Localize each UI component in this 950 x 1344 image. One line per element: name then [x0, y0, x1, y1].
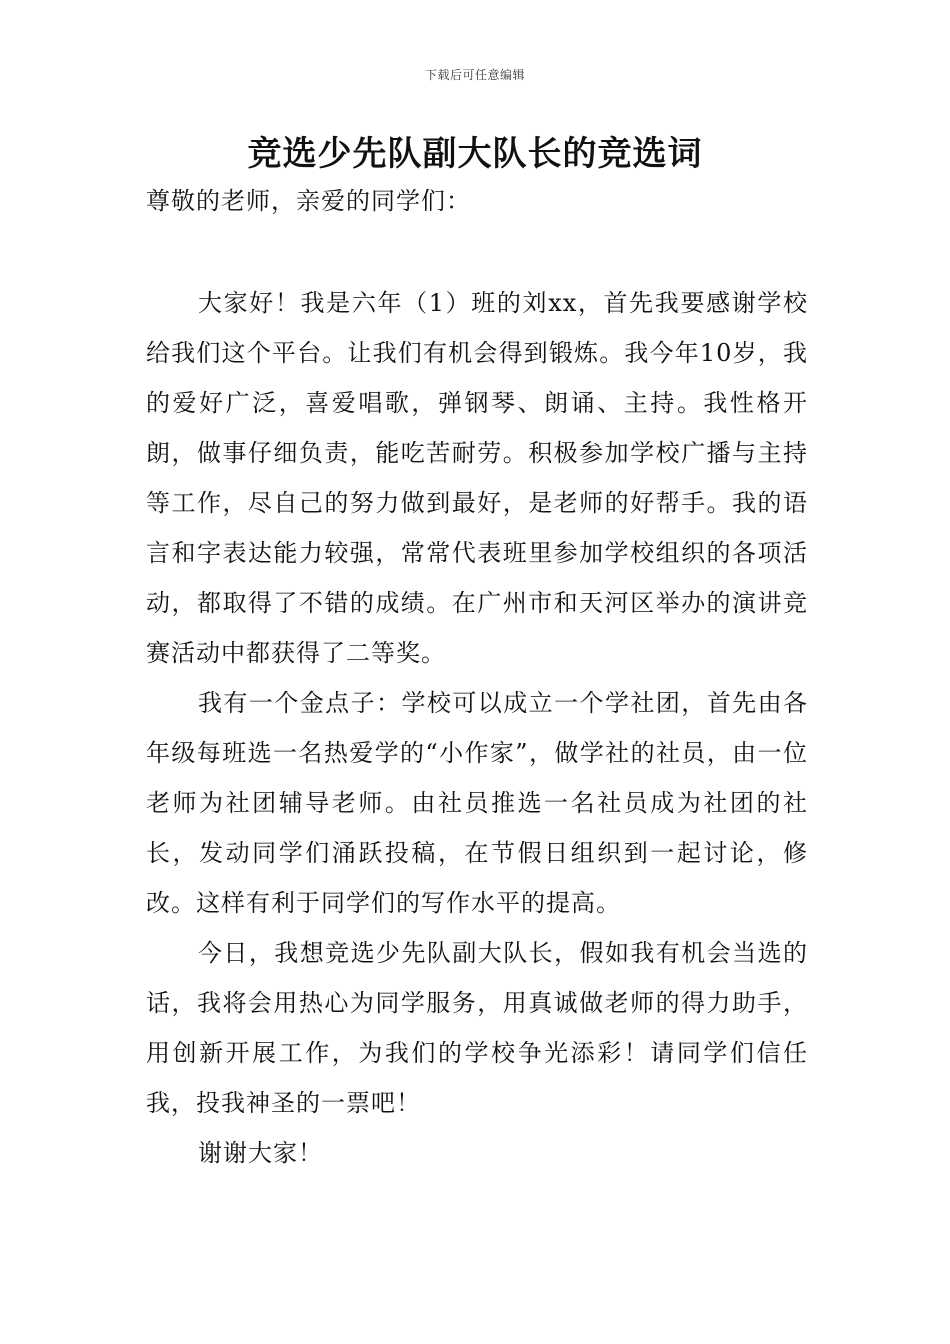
paragraph-idea: 我有一个金点子：学校可以成立一个学社团，首先由各年级每班选一名热爱学的“小作家”，做学社的社员，由一位老师为社团辅导老师。由社员推选一名社员成为社团的社长，发动同学们涌跃投稿，在节假日组织到一起讨论，修改。这样有利于同学们的写作水平的提高。 — [146, 689, 808, 917]
paragraph-thanks: 谢谢大家！ — [198, 1139, 323, 1167]
header-note: 下载后可任意编辑 — [424, 68, 525, 82]
paragraph-introduction: 大家好！我是六年（1）班的刘xx，首先我要感谢学校给我们这个平台。让我们有机会得到锻炼。我今年10岁，我的爱好广泛，喜爱唱歌，弹钢琴、朗诵、主持。我性格开朗，做事仔细负责，能吃苦耐劳。积极参加学校广播与主持等工作，尽自己的努力做到最好，是老师的好帮手。我的语言和字表达能力较强，常常代表班里参加学校组织的各项活动，都取得了不错的成绩。在广州市和天河区举办的演讲竞赛活动中都获得了二等奖。 — [146, 289, 808, 667]
speech-body — [146, 278, 808, 1178]
salutation: 尊敬的老师，亲爱的同学们： — [146, 187, 471, 215]
paragraph-campaign: 今日，我想竞选少先队副大队长，假如我有机会当选的话，我将会用热心为同学服务，用真诚做老师的得力助手，用创新开展工作，为我们的学校争光添彩！请同学们信任我，投我神圣的一票吧！ — [146, 939, 808, 1117]
page-title: 竞选少先队副大队长的竞选词 — [247, 134, 703, 174]
